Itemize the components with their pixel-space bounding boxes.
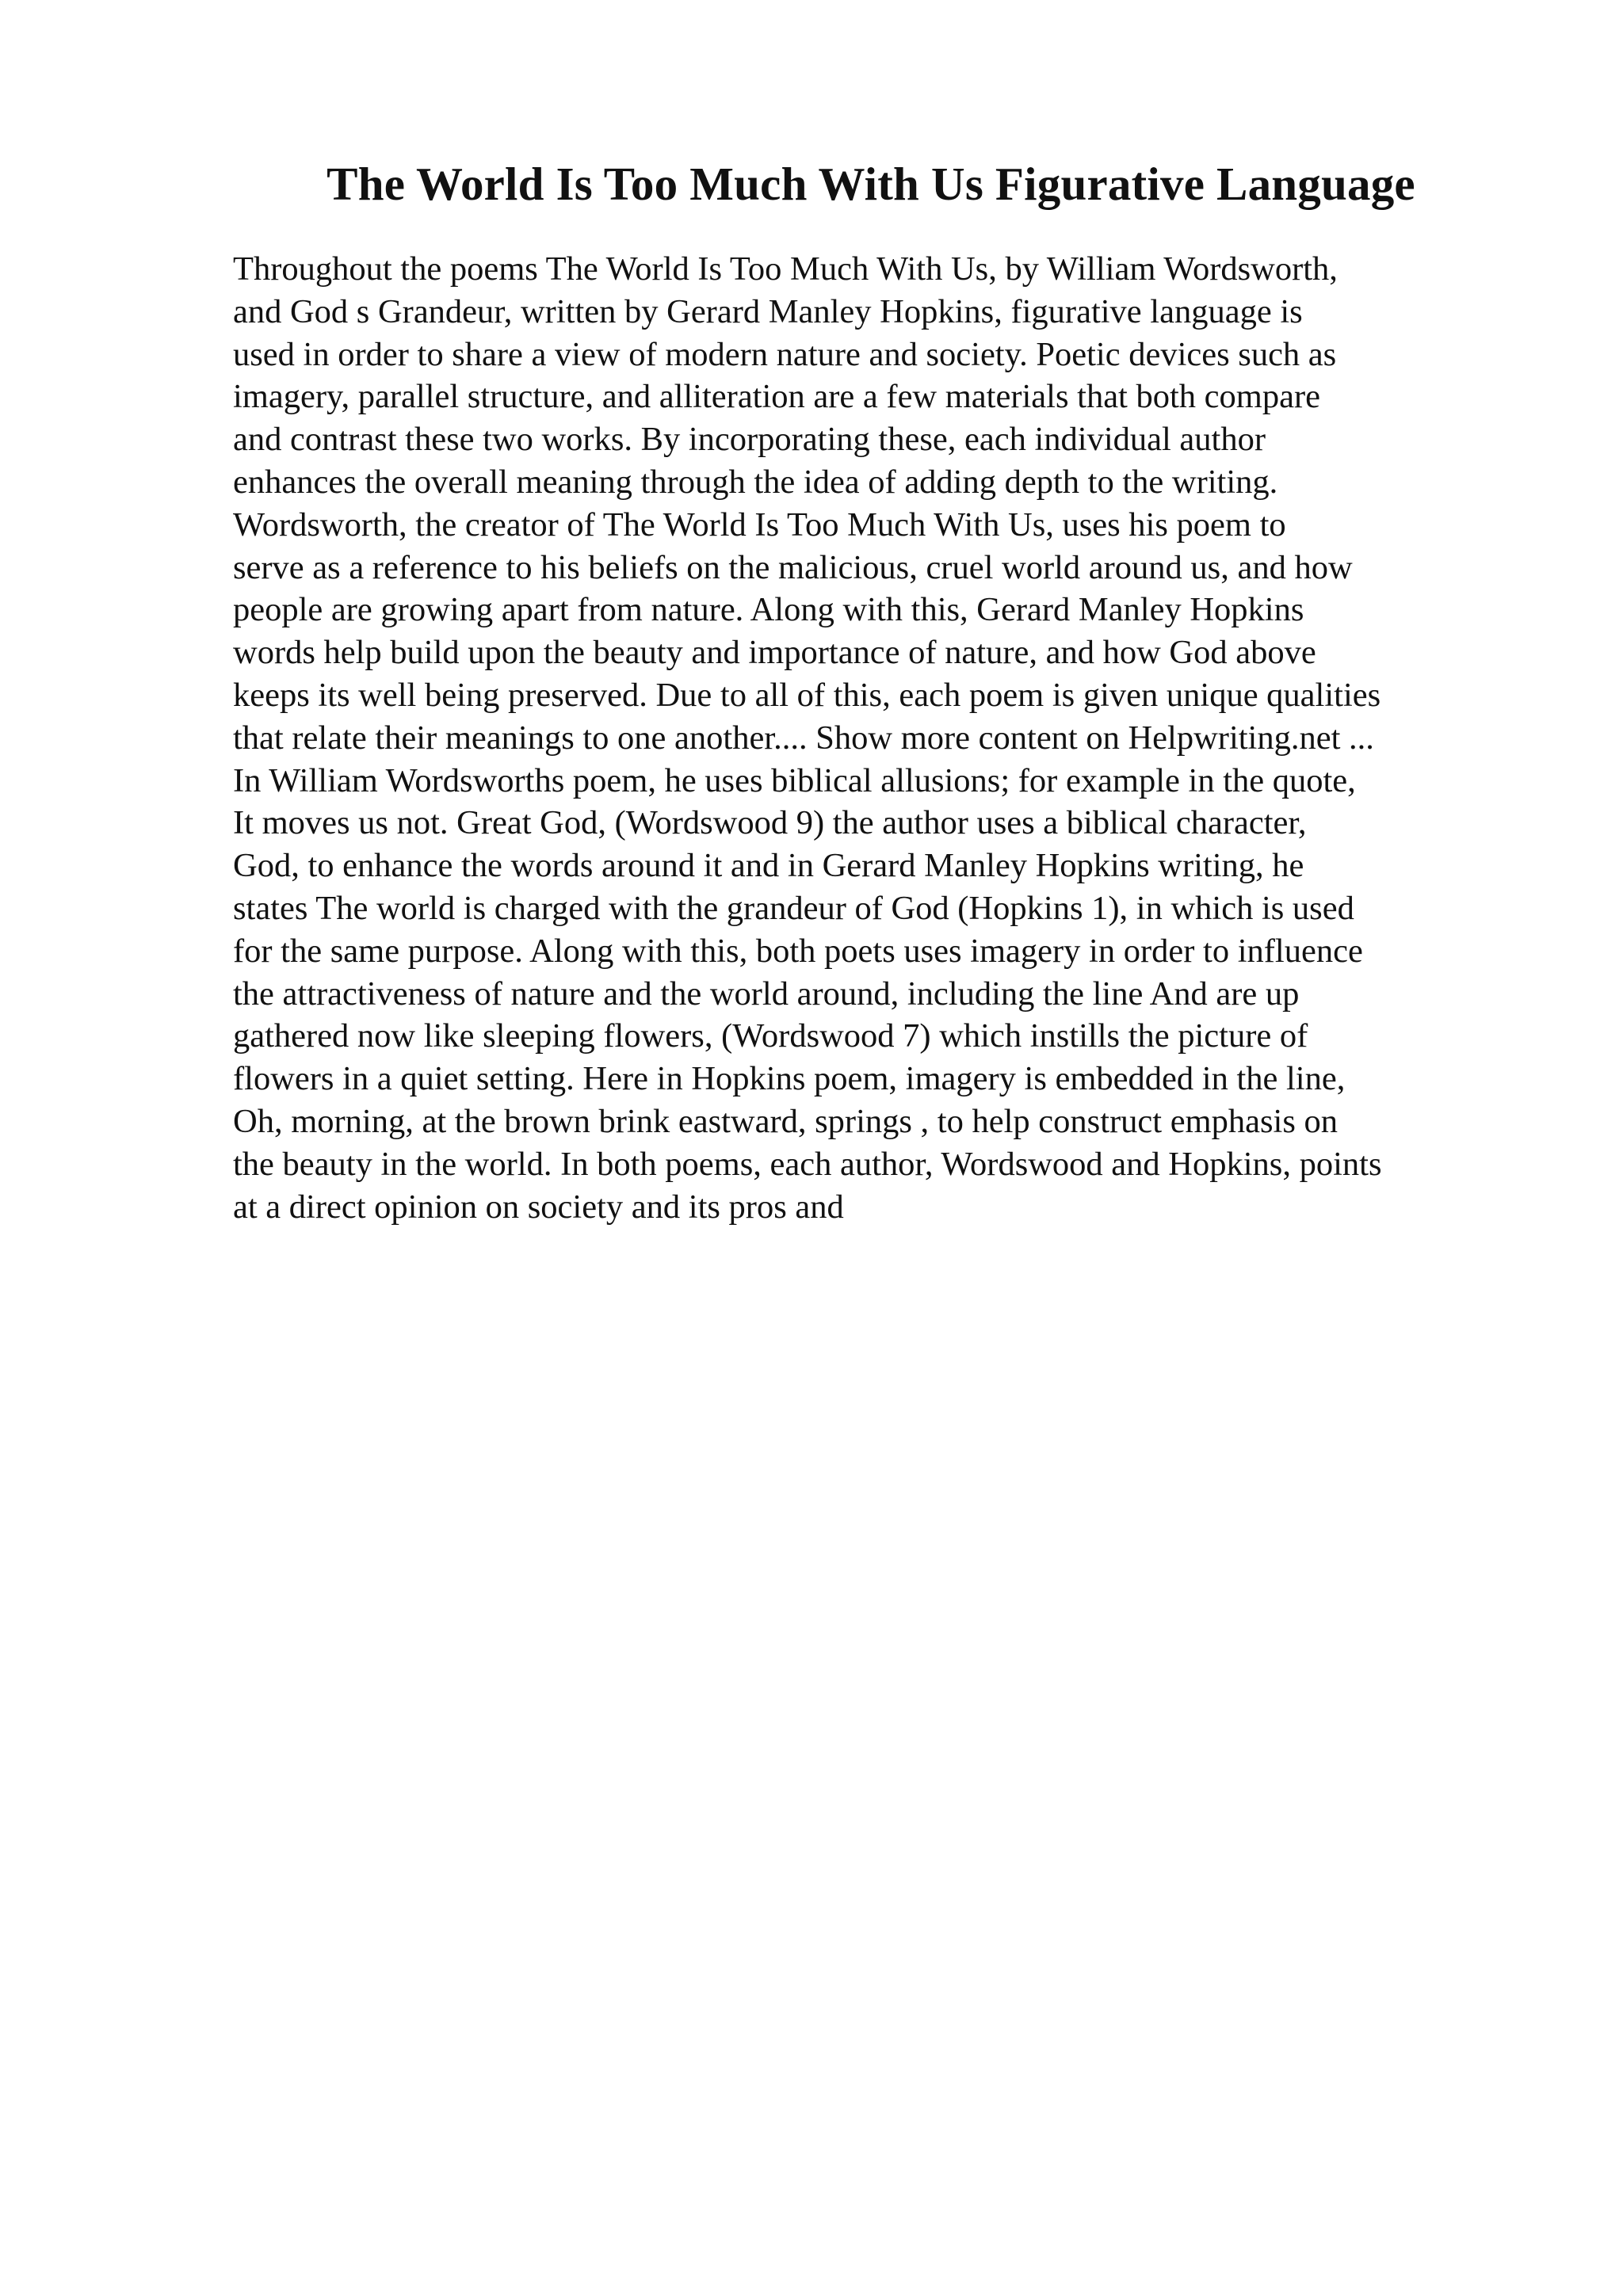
body-line: people are growing apart from nature. Along with this, Gerard Manley Hopkins — [233, 591, 1304, 629]
body-line: Wordsworth, the creator of The World Is Too Much With Us, uses his poem to — [233, 505, 1286, 543]
body-line: used in order to share a view of modern nature and society. Poetic devices such as — [233, 335, 1337, 373]
document-title: The World Is Too Much With Us Figurative Language — [327, 158, 1415, 210]
body-line: It moves us not. Great God, (Wordswood 9) the author uses a biblical character, — [233, 804, 1307, 842]
body-line: gathered now like sleeping flowers, (Wordswood 7) which instills the picture of — [233, 1017, 1308, 1055]
body-paragraph — [233, 248, 1533, 1228]
body-line: serve as a reference to his beliefs on the malicious, cruel world around us, and how — [233, 548, 1353, 586]
body-line: words help build upon the beauty and importance of nature, and how God above — [233, 634, 1316, 672]
body-line: that relate their meanings to one another.... Show more content on Helpwriting.net ... — [233, 719, 1374, 757]
body-line: the attractiveness of nature and the world around, including the line And are up — [233, 974, 1300, 1013]
body-line: and God s Grandeur, written by Gerard Manley Hopkins, figurative language is — [233, 292, 1303, 330]
body-line: Throughout the poems The World Is Too Much With Us, by William Wordsworth, — [233, 250, 1338, 288]
body-line: flowers in a quiet setting. Here in Hopkins poem, imagery is embedded in the line, — [233, 1060, 1346, 1098]
body-line: the beauty in the world. In both poems, each author, Wordswood and Hopkins, points — [233, 1145, 1382, 1183]
body-line: at a direct opinion on society and its pros and — [233, 1188, 844, 1226]
body-line: God, to enhance the words around it and in Gerard Manley Hopkins writing, he — [233, 847, 1304, 885]
body-line: In William Wordsworths poem, he uses biblical allusions; for example in the quote, — [233, 761, 1356, 799]
body-line: imagery, parallel structure, and alliteration are a few materials that both compare — [233, 378, 1320, 416]
body-line: enhances the overall meaning through the idea of adding depth to the writing. — [233, 463, 1278, 501]
body-line: and contrast these two works. By incorporating these, each individual author — [233, 421, 1266, 459]
body-line: keeps its well being preserved. Due to all of this, each poem is given unique qualities — [233, 676, 1381, 714]
body-line: states The world is charged with the grandeur of God (Hopkins 1), in which is used — [233, 889, 1354, 927]
body-line: for the same purpose. Along with this, both poets uses imagery in order to influence — [233, 932, 1363, 970]
body-line: Oh, morning, at the brown brink eastward, springs , to help construct emphasis on — [233, 1102, 1338, 1140]
